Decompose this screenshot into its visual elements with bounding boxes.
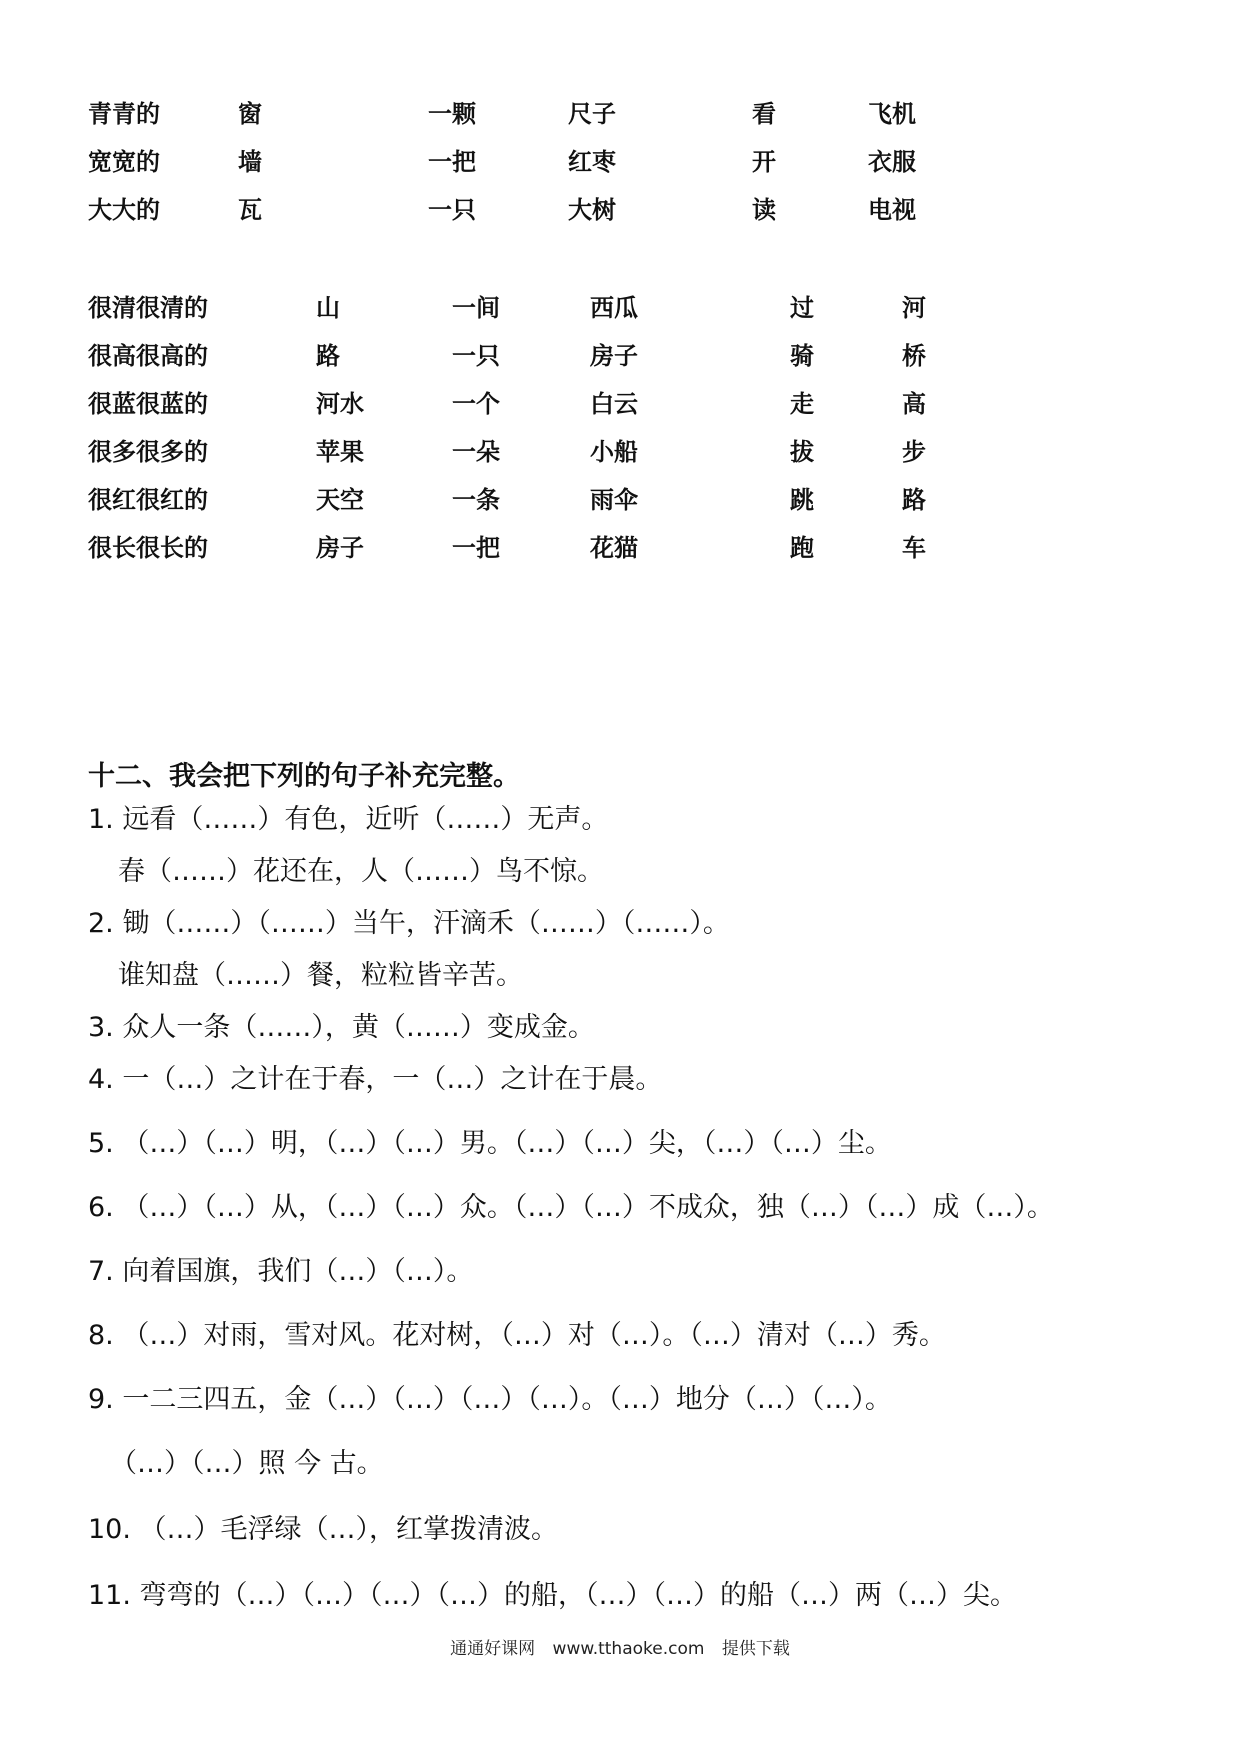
matching-word: 青青的 [88,100,160,128]
matching-word: 花猫 [590,534,638,562]
matching-word: 河 [902,294,926,322]
matching-word: 房子 [590,342,638,370]
matching-word: 很红很红的 [88,486,208,514]
matching-word: 很多很多的 [88,438,208,466]
matching-word: 很蓝很蓝的 [88,390,208,418]
sentence-line: 4. 一（…）之计在于春，一（…）之计在于晨。 [88,1064,663,1095]
matching-word: 大树 [568,196,616,224]
matching-word: 衣服 [868,148,916,176]
matching-word: 尺子 [568,100,616,128]
matching-word: 小船 [590,438,638,466]
matching-word: 很长很长的 [88,534,208,562]
matching-word: 一个 [452,390,500,418]
matching-word: 天空 [316,486,364,514]
matching-word: 红枣 [568,148,616,176]
matching-word: 苹果 [316,438,364,466]
sentence-line: 5. （…）（…）明，（…）（…）男。（…）（…）尖，（…）（…）尘。 [88,1128,892,1159]
sentence-line: 11. 弯弯的（…）（…）（…）（…）的船，（…）（…）的船（…）两（…）尖。 [88,1580,1018,1611]
matching-word: 一间 [452,294,500,322]
matching-word: 一颗 [428,100,476,128]
matching-word: 大大的 [88,196,160,224]
sentence-line: 6. （…）（…）从，（…）（…）众。（…）（…）不成众，独（…）（…）成（…）。 [88,1192,1054,1223]
matching-word: 骑 [790,342,814,370]
matching-word: 开 [752,148,776,176]
matching-word: 很高很高的 [88,342,208,370]
matching-word: 桥 [902,342,926,370]
page-footer [0,1634,1240,1659]
matching-word: 跳 [790,486,814,514]
matching-word: 步 [902,438,926,466]
footer-note: 提供下载 [721,1639,790,1659]
matching-word: 高 [902,390,926,418]
matching-word: 看 [752,100,776,128]
matching-word: 一条 [452,486,500,514]
matching-word: 飞机 [868,100,916,128]
matching-word: 一把 [452,534,500,562]
matching-word: 雨伞 [590,486,638,514]
sentence-line: 7. 向着国旗，我们（…）（…）。 [88,1256,474,1287]
sentence-line: （…）（…）照 今 古。 [110,1448,384,1479]
matching-word: 路 [902,486,926,514]
matching-word: 跑 [790,534,814,562]
matching-word: 西瓜 [590,294,638,322]
sentence-line: 谁知盘（……）餐，粒粒皆辛苦。 [118,960,523,991]
footer-site-name: 通通好课网 [450,1639,536,1659]
matching-word: 一朵 [452,438,500,466]
matching-word: 读 [752,196,776,224]
matching-word: 白云 [590,390,638,418]
matching-word: 房子 [316,534,364,562]
matching-word: 拔 [790,438,814,466]
matching-word: 山 [316,294,340,322]
matching-word: 宽宽的 [88,148,160,176]
sentence-line: 春（……）花还在，人（……）鸟不惊。 [118,856,604,887]
sentence-line: 8. （…）对雨，雪对风。花对树，（…）对（…）。（…）清对（…）秀。 [88,1320,946,1351]
sentence-line: 2. 锄（……）（……）当午，汗滴禾（……）（……）。 [88,908,730,939]
matching-word: 墙 [238,148,262,176]
section-heading: 十二、我会把下列的句子补充完整。 [88,761,520,792]
matching-word: 一把 [428,148,476,176]
matching-word: 过 [790,294,814,322]
matching-word: 很清很清的 [88,294,208,322]
matching-word: 瓦 [238,196,262,224]
matching-word: 路 [316,342,340,370]
sentence-line: 9. 一二三四五，金（…）（…）（…）（…）。（…）地分（…）（…）。 [88,1384,892,1415]
sentence-line: 1. 远看（……）有色，近听（……）无声。 [88,804,609,835]
matching-word: 一只 [428,196,476,224]
sentence-line: 3. 众人一条（……），黄（……）变成金。 [88,1012,595,1043]
matching-word: 一只 [452,342,500,370]
matching-word: 车 [902,534,926,562]
matching-word: 河水 [316,390,364,418]
matching-word: 走 [790,390,814,418]
matching-word: 窗 [238,100,262,128]
sentence-line: 10. （…）毛浮绿（…），红掌拨清波。 [88,1514,559,1545]
matching-word: 电视 [868,196,916,224]
footer-url: www.tthaoke.com [552,1639,705,1659]
